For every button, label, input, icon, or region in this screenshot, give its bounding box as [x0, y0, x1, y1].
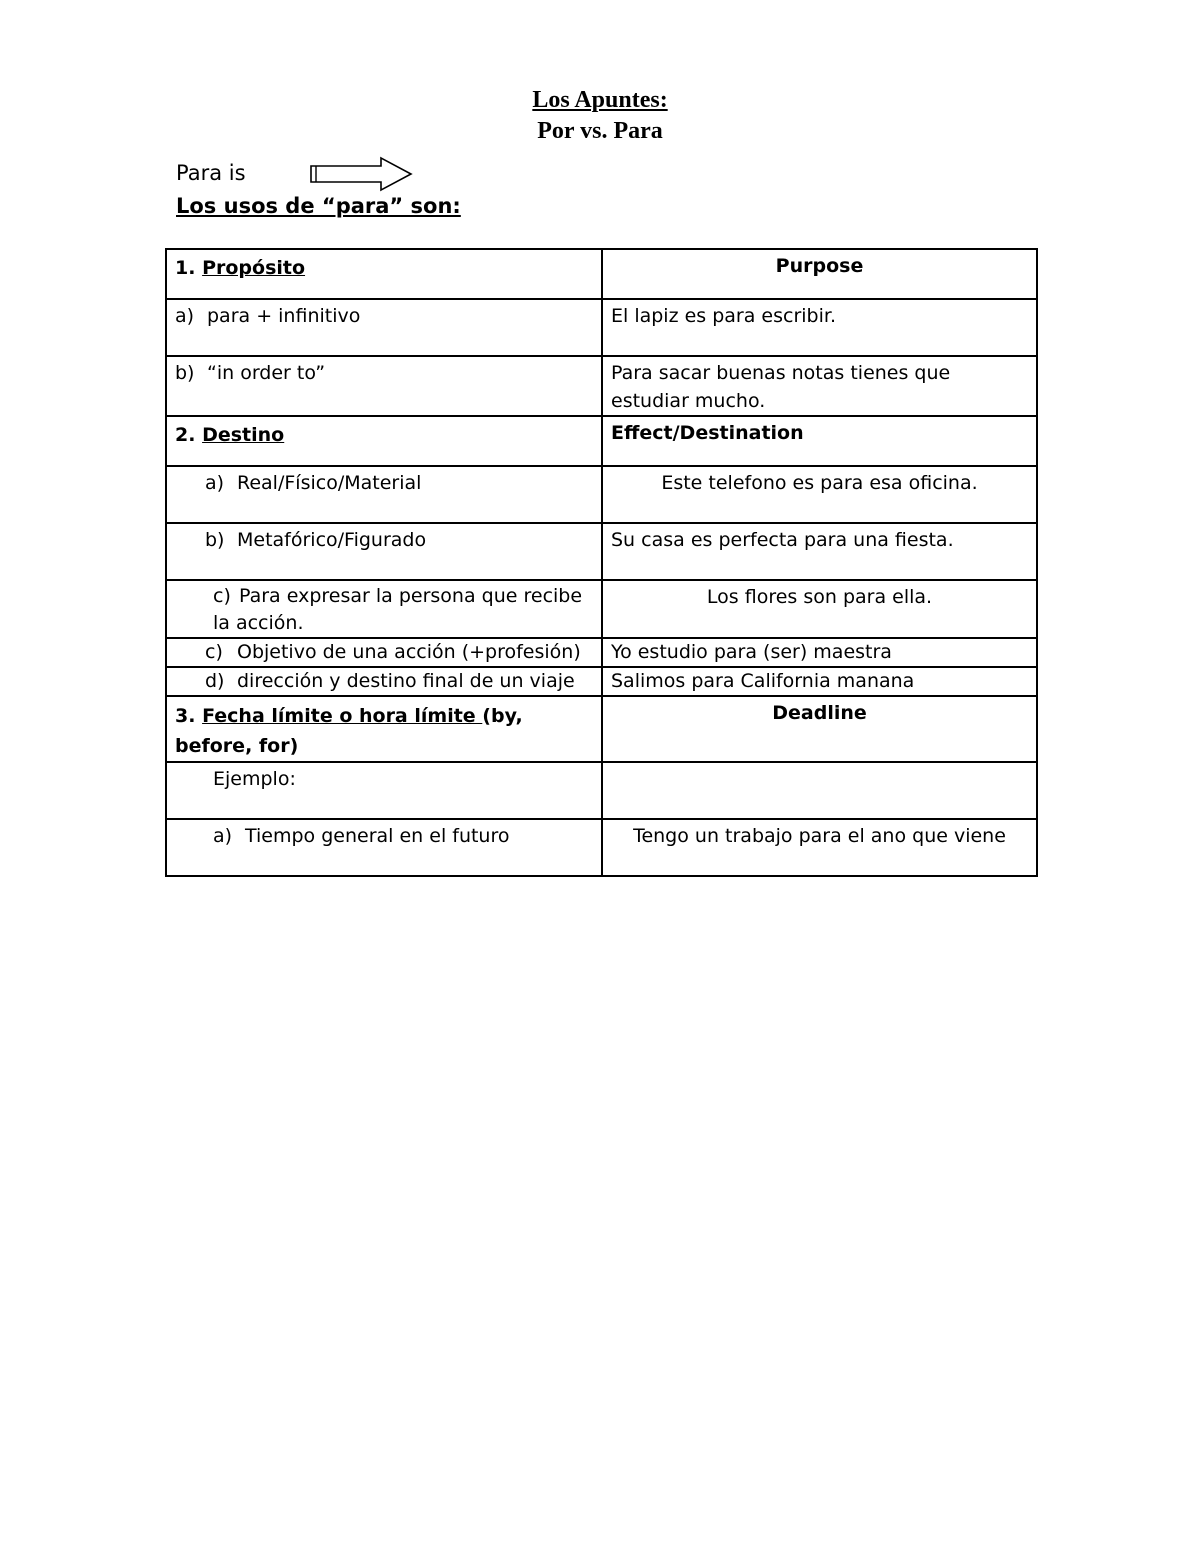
table-row [166, 638, 1037, 667]
row-marker: b) [175, 362, 195, 384]
row-label: “in order to” [207, 362, 326, 384]
table-cell-right [602, 762, 1037, 819]
row-label: Para expresar la persona que recibe la acción. [213, 585, 583, 634]
table-cell-left [166, 819, 602, 876]
table-cell-right: Los flores son para ella. [602, 580, 1037, 638]
table-cell-left [166, 466, 602, 523]
table-cell-right: Tengo un trabajo para el ano que viene [602, 819, 1037, 876]
table-row [166, 523, 1037, 580]
table-cell-left [166, 667, 602, 696]
table-cell-right: Su casa es perfecta para una fiesta. [602, 523, 1037, 580]
table-row [166, 580, 1037, 638]
page-subtitle: Por vs. Para [537, 118, 663, 144]
section-title: Propósito [202, 257, 306, 279]
section-english-cell [602, 696, 1037, 762]
para-uses-table [165, 248, 1038, 877]
section-header-row [166, 696, 1037, 762]
row-marker: b) [205, 529, 225, 551]
section-title-rest: (by, before, for) [175, 705, 523, 757]
table-cell-right: Este telefono es para esa oficina. [602, 466, 1037, 523]
section-title-cell [166, 416, 602, 466]
table-row [166, 819, 1037, 876]
row-marker: c) [213, 585, 231, 607]
right-arrow-icon [309, 156, 415, 192]
section-header-row [166, 416, 1037, 466]
section-title: Fecha límite o hora límite [202, 705, 483, 727]
row-label: Metafórico/Figurado [237, 529, 427, 551]
row-marker: a) [205, 472, 225, 494]
section-number: 1. [175, 257, 196, 279]
page-title: Los Apuntes: [532, 87, 668, 113]
section-english-cell [602, 249, 1037, 299]
section-title-cell [166, 696, 602, 762]
table-row [166, 299, 1037, 356]
table-cell-left [166, 580, 602, 638]
table-cell-left: Ejemplo: [166, 762, 602, 819]
section-title: Destino [202, 424, 285, 446]
table-cell-left [166, 356, 602, 416]
section-english: Deadline [772, 702, 867, 724]
row-label: Real/Físico/Material [237, 472, 422, 494]
table-row [166, 466, 1037, 523]
table-cell-right: Salimos para California manana [602, 667, 1037, 696]
table-row [166, 356, 1037, 416]
section-english-cell [602, 416, 1037, 466]
section-english: Effect/Destination [611, 422, 804, 444]
table-cell-right: Yo estudio para (ser) maestra [602, 638, 1037, 667]
row-label: para + infinitivo [207, 305, 361, 327]
table-row [166, 667, 1037, 696]
table-cell-left [166, 638, 602, 667]
row-marker: d) [205, 670, 225, 692]
para-is-label: Para is [176, 161, 246, 185]
table-row [166, 762, 1037, 819]
table-cell-left [166, 523, 602, 580]
row-marker: a) [213, 825, 233, 847]
row-label: Tiempo general en el futuro [245, 825, 510, 847]
table-cell-left [166, 299, 602, 356]
row-label: Objetivo de una acción (+profesión) [237, 641, 581, 663]
section-title-cell [166, 249, 602, 299]
usos-heading: Los usos de “para” son: [176, 194, 461, 218]
section-english: Purpose [775, 255, 864, 277]
section-number: 2. [175, 424, 196, 446]
table-cell-right: El lapiz es para escribir. [602, 299, 1037, 356]
row-marker: a) [175, 305, 195, 327]
row-marker: c) [205, 641, 223, 663]
table-cell-right: Para sacar buenas notas tienes que estudiar mucho. [602, 356, 1037, 416]
row-label: dirección y destino final de un viaje [237, 670, 575, 692]
section-number: 3. [175, 705, 196, 727]
section-header-row [166, 249, 1037, 299]
